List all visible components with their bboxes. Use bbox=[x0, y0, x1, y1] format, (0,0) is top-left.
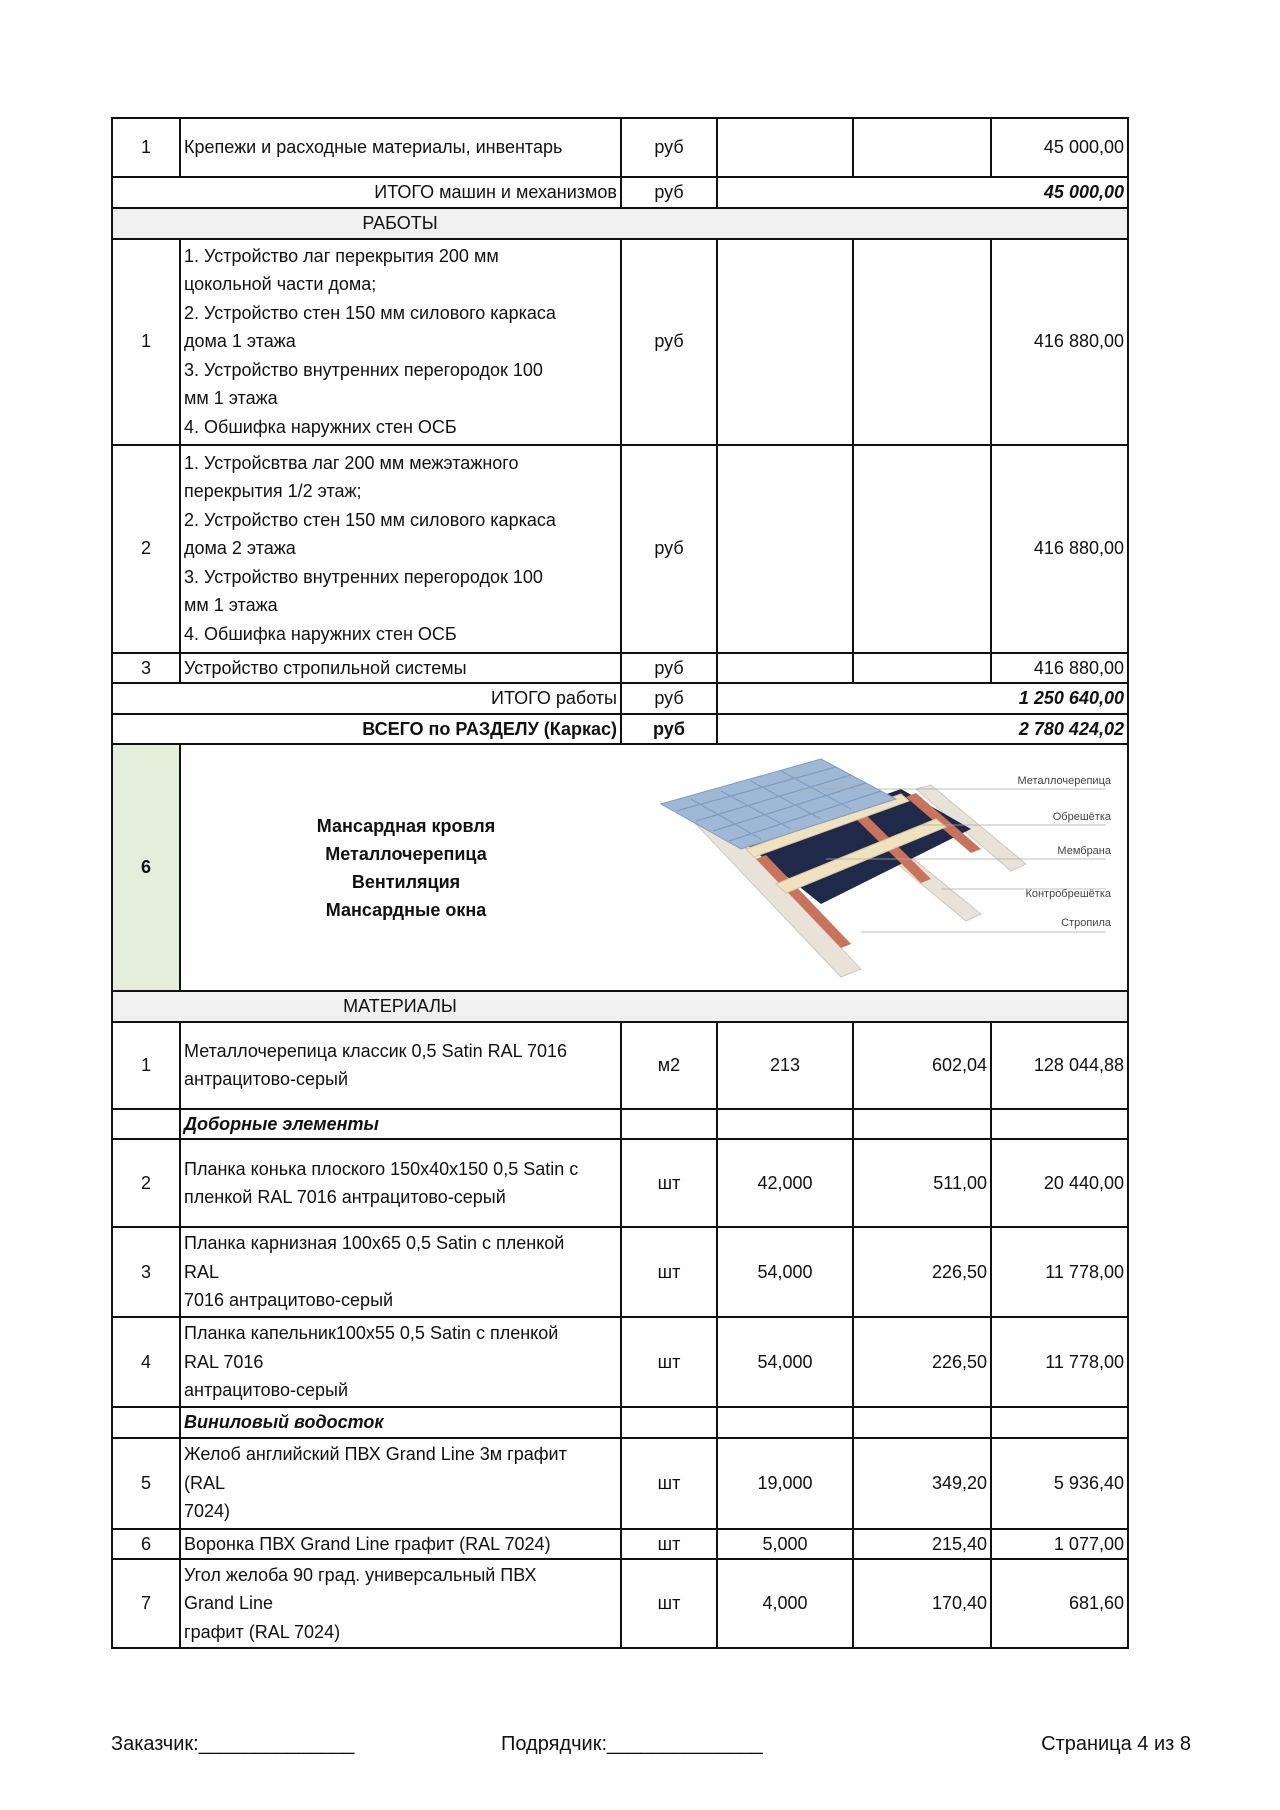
item-unit: шт bbox=[621, 1139, 717, 1227]
item-sum: 11 778,00 bbox=[991, 1227, 1128, 1317]
total-sum: 1 250 640,00 bbox=[717, 683, 1128, 714]
page-footer bbox=[111, 1733, 1191, 1763]
page-number: Страница 4 из 8 bbox=[1041, 1733, 1191, 1755]
item-qty: 54,000 bbox=[717, 1317, 853, 1407]
contractor-signature: Подрядчик:______________ bbox=[501, 1733, 763, 1755]
item-sum: 128 044,88 bbox=[991, 1022, 1128, 1109]
item-unit: шт bbox=[621, 1317, 717, 1407]
item-name-line: Желоб английский ПВХ Grand Line 3м графит bbox=[184, 1444, 567, 1465]
total-label: ИТОГО работы bbox=[112, 683, 621, 714]
row-number: 2 bbox=[112, 1139, 180, 1227]
item-name-line: Планка конька плоского 150х40х150 0,5 Satin с bbox=[184, 1158, 579, 1179]
empty-cell bbox=[717, 1109, 853, 1140]
empty-cell bbox=[621, 1407, 717, 1438]
item-unit: шт bbox=[621, 1529, 717, 1560]
section-total-sum: 2 780 424,02 bbox=[717, 714, 1128, 745]
row-number: 3 bbox=[112, 653, 180, 684]
item-unit: шт bbox=[621, 1227, 717, 1317]
section-total-label: ВСЕГО по РАЗДЕЛУ (Каркас) bbox=[112, 714, 621, 745]
item-name bbox=[180, 445, 621, 653]
section-title-line: Мансардные окна bbox=[325, 899, 487, 920]
item-name bbox=[180, 1559, 621, 1648]
item-name-line: 4. Обшифка наружних стен ОСБ bbox=[184, 416, 457, 437]
item-name-line: Планка капельник100х55 0,5 Satin с пленкой bbox=[184, 1323, 559, 1344]
item-qty bbox=[717, 118, 853, 177]
table-row bbox=[112, 1438, 1128, 1529]
item-name-line: Планка карнизная 100х65 0,5 Satin с пленкой bbox=[184, 1233, 565, 1254]
section-title-line: Вентиляция bbox=[351, 871, 461, 892]
diagram-label: Металлочерепица bbox=[1017, 775, 1111, 787]
section-total-row bbox=[112, 714, 1128, 745]
table-row bbox=[112, 1317, 1128, 1407]
item-sum: 20 440,00 bbox=[991, 1139, 1128, 1227]
item-sum: 1 077,00 bbox=[991, 1529, 1128, 1560]
roof-layers-illustration bbox=[651, 749, 1121, 985]
table-row bbox=[112, 1227, 1128, 1317]
item-price: 226,50 bbox=[853, 1227, 991, 1317]
item-name-line: 7016 антрацитово-серый bbox=[184, 1290, 394, 1311]
table-row bbox=[112, 118, 1128, 177]
row-number: 6 bbox=[112, 1529, 180, 1560]
item-name-line: (RAL bbox=[184, 1472, 226, 1493]
item-name: Устройство стропильной системы bbox=[180, 653, 621, 684]
item-name-line: 2. Устройство стен 150 мм силового каркаса bbox=[184, 302, 556, 323]
group-row bbox=[112, 1407, 1128, 1438]
item-name-line: 2. Устройство стен 150 мм силового каркаса bbox=[184, 509, 556, 530]
item-name bbox=[180, 1139, 621, 1227]
table-row bbox=[112, 1559, 1128, 1648]
item-name-line: 1. Устройство лаг перекрытия 200 мм bbox=[184, 245, 499, 266]
item-price: 226,50 bbox=[853, 1317, 991, 1407]
item-qty: 42,000 bbox=[717, 1139, 853, 1227]
roof-diagram-image bbox=[651, 749, 1121, 985]
item-price bbox=[853, 118, 991, 177]
estimate-table bbox=[111, 117, 1129, 1649]
table-row bbox=[112, 239, 1128, 445]
row-number: 2 bbox=[112, 445, 180, 653]
item-name-line: RAL bbox=[184, 1261, 220, 1282]
row-number: 1 bbox=[112, 1022, 180, 1109]
item-qty bbox=[717, 239, 853, 445]
item-name-line: антрацитово-серый bbox=[184, 1380, 349, 1401]
item-qty: 213 bbox=[717, 1022, 853, 1109]
item-price: 170,40 bbox=[853, 1559, 991, 1648]
total-sum: 45 000,00 bbox=[717, 177, 1128, 208]
table-row bbox=[112, 1139, 1128, 1227]
item-price: 511,00 bbox=[853, 1139, 991, 1227]
materials-header-row bbox=[112, 991, 1128, 1022]
item-name-line: дома 1 этажа bbox=[184, 331, 296, 352]
item-name-line: мм 1 этажа bbox=[184, 595, 278, 616]
section-header-label: РАБОТЫ bbox=[362, 212, 438, 233]
diagram-label: Обрешётка bbox=[1052, 811, 1111, 823]
total-label: ИТОГО машин и механизмов bbox=[112, 177, 621, 208]
empty-cell bbox=[853, 1407, 991, 1438]
diagram-label: Контробрешётка bbox=[1025, 888, 1111, 900]
empty-cell bbox=[853, 1109, 991, 1140]
empty-cell bbox=[991, 1109, 1128, 1140]
item-qty: 54,000 bbox=[717, 1227, 853, 1317]
item-name-line: 1. Устройсвтва лаг 200 мм межэтажного bbox=[184, 452, 519, 473]
section-title-line: Мансардная кровля bbox=[316, 815, 496, 836]
item-name-line: антрацитово-серый bbox=[184, 1069, 349, 1089]
item-name-line: Металлочерепица классик 0,5 Satin RAL 7016 bbox=[184, 1040, 567, 1061]
total-unit: руб bbox=[621, 683, 717, 714]
item-name bbox=[180, 1317, 621, 1407]
item-name: Воронка ПВХ Grand Line графит (RAL 7024) bbox=[180, 1529, 621, 1560]
item-sum: 416 880,00 bbox=[991, 445, 1128, 653]
item-sum: 11 778,00 bbox=[991, 1317, 1128, 1407]
item-price: 349,20 bbox=[853, 1438, 991, 1529]
item-name bbox=[180, 1022, 621, 1109]
item-price bbox=[853, 445, 991, 653]
item-unit: руб bbox=[621, 118, 717, 177]
item-sum: 45 000,00 bbox=[991, 118, 1128, 177]
machines-total-row bbox=[112, 177, 1128, 208]
item-name-line: графит (RAL 7024) bbox=[184, 1621, 341, 1642]
section-header-label: МАТЕРИАЛЫ bbox=[343, 996, 457, 1016]
row-number: 1 bbox=[112, 239, 180, 445]
empty-cell bbox=[112, 1109, 180, 1140]
works-header-row bbox=[112, 208, 1128, 239]
row-number: 7 bbox=[112, 1559, 180, 1648]
item-name-line: дома 2 этажа bbox=[184, 538, 296, 559]
row-number: 5 bbox=[112, 1438, 180, 1529]
item-unit: шт bbox=[621, 1438, 717, 1529]
item-qty: 19,000 bbox=[717, 1438, 853, 1529]
item-price bbox=[853, 239, 991, 445]
section-6-title bbox=[181, 745, 631, 990]
item-name-line: перекрытия 1/2 этаж; bbox=[184, 481, 362, 502]
section-number: 6 bbox=[112, 744, 180, 991]
item-name bbox=[180, 239, 621, 445]
table-row bbox=[112, 653, 1128, 684]
item-name bbox=[180, 1438, 621, 1529]
item-unit: руб bbox=[621, 653, 717, 684]
customer-signature: Заказчик:______________ bbox=[111, 1733, 355, 1755]
table-row bbox=[112, 1022, 1128, 1109]
item-qty bbox=[717, 653, 853, 684]
item-price: 215,40 bbox=[853, 1529, 991, 1560]
item-qty bbox=[717, 445, 853, 653]
table-row bbox=[112, 1529, 1128, 1560]
row-number: 1 bbox=[112, 118, 180, 177]
empty-cell bbox=[717, 1407, 853, 1438]
item-name-line: мм 1 этажа bbox=[184, 388, 278, 409]
item-price: 602,04 bbox=[853, 1022, 991, 1109]
item-unit: руб bbox=[621, 239, 717, 445]
empty-cell bbox=[112, 1407, 180, 1438]
section-header bbox=[112, 991, 1128, 1022]
section-total-unit: руб bbox=[621, 714, 717, 745]
item-name-line: 4. Обшифка наружних стен ОСБ bbox=[184, 623, 457, 644]
item-name-line: Угол желоба 90 град. универсальный ПВХ bbox=[184, 1564, 537, 1585]
group-row bbox=[112, 1109, 1128, 1140]
section-6-row bbox=[112, 744, 1128, 991]
empty-cell bbox=[991, 1407, 1128, 1438]
row-number: 3 bbox=[112, 1227, 180, 1317]
section-title-line: Металлочерепица bbox=[325, 843, 487, 864]
item-qty: 4,000 bbox=[717, 1559, 853, 1648]
item-qty: 5,000 bbox=[717, 1529, 853, 1560]
group-label: Доборные элементы bbox=[180, 1109, 621, 1140]
works-total-row bbox=[112, 683, 1128, 714]
item-unit: шт bbox=[621, 1559, 717, 1648]
diagram-label: Мембрана bbox=[1057, 845, 1111, 857]
item-name: Крепежи и расходные материалы, инвентарь bbox=[180, 118, 621, 177]
item-name-line: 3. Устройство внутренних перегородок 100 bbox=[184, 359, 543, 380]
item-unit: руб bbox=[621, 445, 717, 653]
item-sum: 5 936,40 bbox=[991, 1438, 1128, 1529]
item-sum: 416 880,00 bbox=[991, 239, 1128, 445]
row-number: 4 bbox=[112, 1317, 180, 1407]
item-name bbox=[180, 1227, 621, 1317]
item-price bbox=[853, 653, 991, 684]
empty-cell bbox=[621, 1109, 717, 1140]
item-name-line: 3. Устройство внутренних перегородок 100 bbox=[184, 566, 543, 587]
group-label: Виниловый водосток bbox=[180, 1407, 621, 1438]
item-name-line: цокольной части дома; bbox=[184, 274, 377, 295]
item-name-line: 7024) bbox=[184, 1501, 231, 1522]
item-name-line: RAL 7016 bbox=[184, 1351, 264, 1372]
item-sum: 416 880,00 bbox=[991, 653, 1128, 684]
item-unit: м2 bbox=[621, 1022, 717, 1109]
table-row bbox=[112, 445, 1128, 653]
section-header bbox=[112, 208, 1128, 239]
item-name-line: пленкой RAL 7016 антрацитово-серый bbox=[184, 1187, 506, 1207]
total-unit: руб bbox=[621, 177, 717, 208]
section-6-cell bbox=[180, 744, 1128, 991]
item-sum: 681,60 bbox=[991, 1559, 1128, 1648]
item-name-line: Grand Line bbox=[184, 1593, 274, 1614]
diagram-label: Стропила bbox=[1061, 917, 1111, 929]
